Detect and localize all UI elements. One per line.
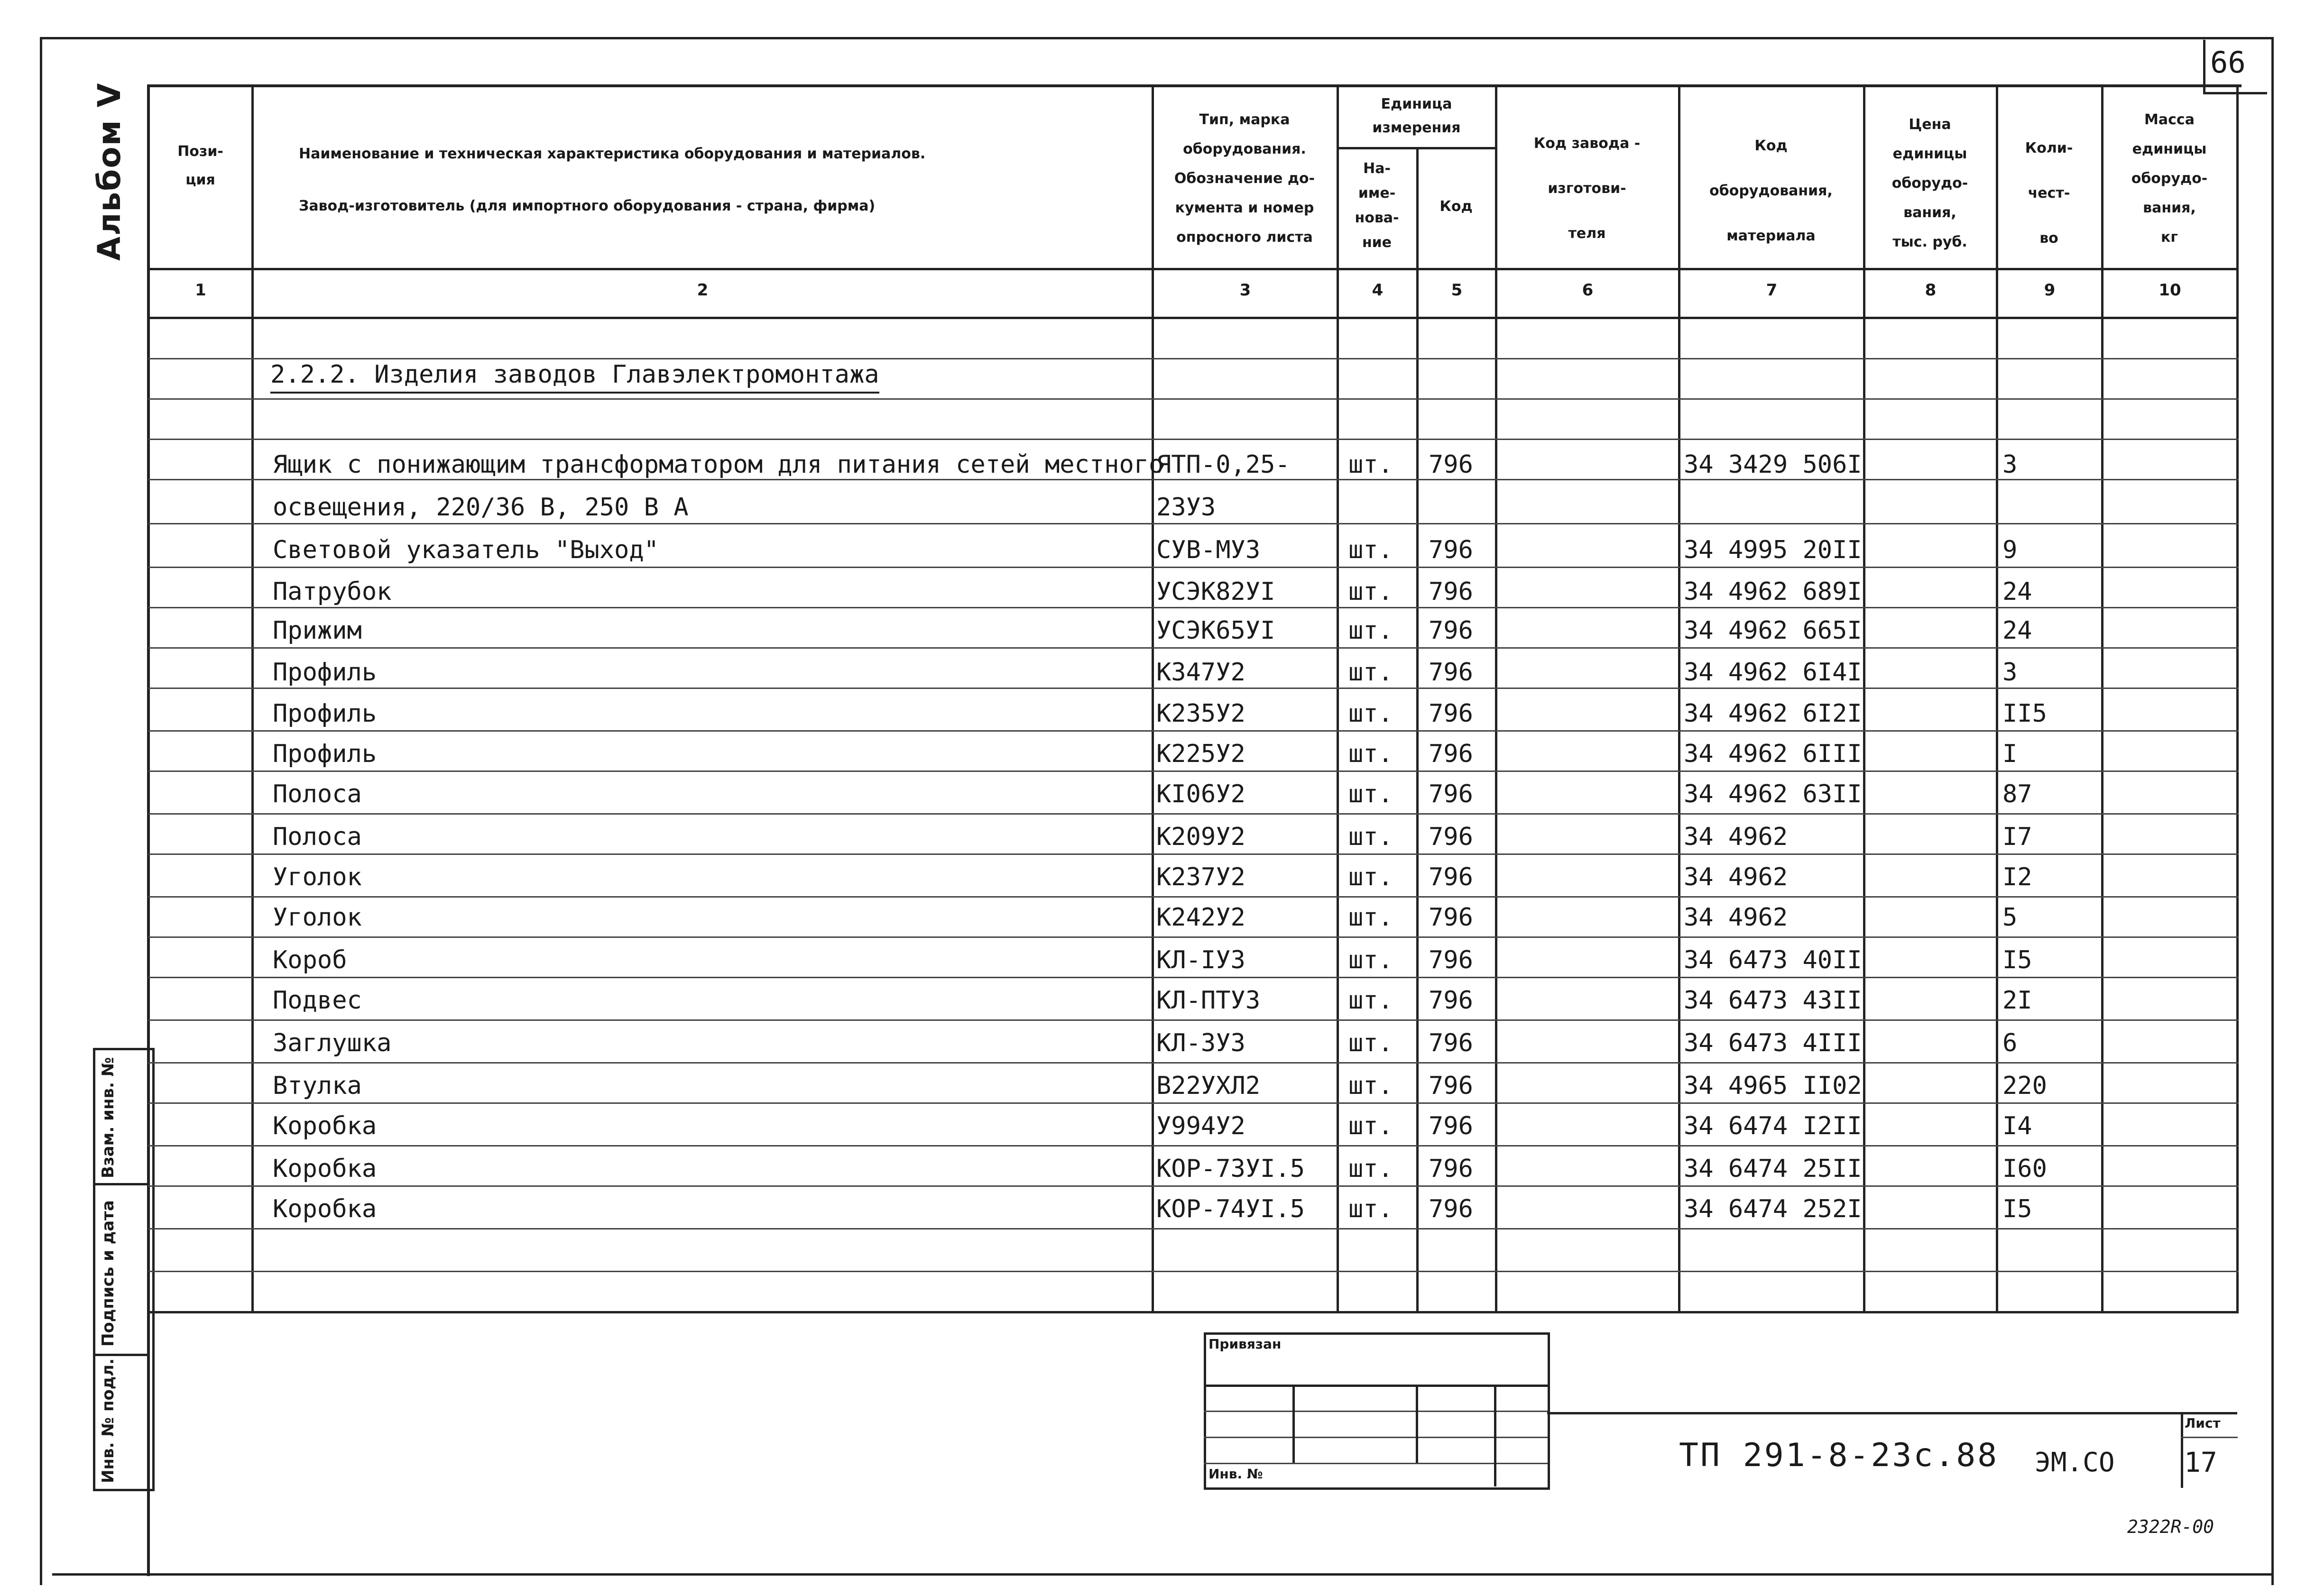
row-qty: I5 (2002, 946, 2032, 974)
row-type: В22УХЛ2 (1156, 1072, 1261, 1100)
row-unit: шт. (1348, 823, 1393, 851)
row-equip-code: 34 4995 20II (1684, 536, 1862, 564)
header-mass-line2: единицы (2132, 141, 2207, 157)
header-price-line5: тыс. руб. (1892, 234, 1967, 250)
header-maker-code (1497, 121, 1677, 256)
row-unit: шт. (1348, 578, 1393, 606)
row-line (148, 439, 2239, 440)
row-type: У994У2 (1156, 1112, 1245, 1140)
row-line (148, 1102, 2239, 1104)
stamp-col (1292, 1387, 1295, 1463)
row-type: К242У2 (1156, 903, 1245, 932)
row-unit: шт. (1348, 946, 1393, 974)
side-label-inv: Инв. № подл. (99, 1358, 118, 1483)
row-unit: шт. (1348, 903, 1393, 932)
col-num-1: 1 (195, 281, 206, 300)
document-code: ТП 291-8-23с.88 (1679, 1437, 1999, 1474)
sheet-label: Лист (2185, 1415, 2221, 1431)
row-code: 796 (1429, 1072, 1473, 1100)
row-line (148, 607, 2239, 608)
header-unit-name-line2: име- (1358, 185, 1396, 202)
row-equip-code: 34 4962 665I (1684, 616, 1862, 645)
col-line-4 (1416, 147, 1419, 1311)
row-name: Профиль (273, 740, 377, 768)
row-type: К209У2 (1156, 823, 1245, 851)
row-unit: шт. (1348, 536, 1393, 564)
row-name: Прижим (273, 616, 362, 645)
row-name: Коробка (273, 1112, 377, 1140)
row-type: К225У2 (1156, 740, 1245, 768)
header-mass-line4: вания, (2143, 200, 2196, 216)
header-type-line1: Тип, марка (1199, 111, 1290, 128)
header-type-line4: кумента и номер (1175, 200, 1314, 216)
bound-stamp-label: Привязан (1208, 1336, 1282, 1352)
row-unit: шт. (1348, 740, 1393, 768)
header-price-line2: единицы (1892, 146, 1967, 162)
row-name: Патрубок (273, 578, 392, 606)
row-name: освещения, 220/36 В, 250 В А (273, 493, 689, 522)
unit-header-divider (1337, 147, 1495, 149)
header-mass-line1: Масса (2144, 111, 2195, 128)
row-qty: I2 (2002, 863, 2032, 891)
header-name-line2: Завод-изготовитель (для импортного оборудования - страна, фирма) (299, 198, 876, 214)
row-qty: 3 (2002, 658, 2018, 687)
row-equip-code: 34 4962 6III (1684, 740, 1862, 768)
row-code: 796 (1429, 946, 1473, 974)
row-equip-code: 34 4962 6I4I (1684, 658, 1862, 687)
row-type: К235У2 (1156, 699, 1245, 728)
row-name: Подвес (273, 986, 362, 1015)
row-qty: 5 (2002, 903, 2018, 932)
row-name: Коробка (273, 1195, 377, 1223)
row-code: 796 (1429, 863, 1473, 891)
row-name: Профиль (273, 699, 377, 728)
album-label: Альбом V (91, 82, 128, 261)
header-unit-line1: Единица (1381, 96, 1452, 112)
side-label-replace: Взам. инв. № (99, 1057, 118, 1178)
row-name: Заглушка (273, 1029, 392, 1057)
header-position-line1: Пози- (177, 143, 223, 160)
row-qty: 87 (2002, 780, 2032, 808)
col-num-6: 6 (1582, 281, 1594, 300)
row-code: 796 (1429, 740, 1473, 768)
row-line (148, 730, 2239, 732)
col-num-10: 10 (2159, 281, 2181, 300)
row-equip-code: 34 4965 II02 (1684, 1072, 1862, 1100)
row-qty: 24 (2002, 578, 2032, 606)
row-type: УСЭК82УI (1156, 578, 1275, 606)
row-line (148, 1019, 2239, 1021)
row-line (148, 358, 2239, 359)
header-quantity-line3: во (2039, 230, 2058, 247)
row-unit: шт. (1348, 1155, 1393, 1183)
header-maker-code-line3: теля (1568, 225, 1606, 242)
row-type: КЛ-IУ3 (1156, 946, 1245, 974)
row-code: 796 (1429, 699, 1473, 728)
row-name: Профиль (273, 658, 377, 687)
header-price-line4: вания, (1903, 204, 1956, 221)
header-quantity-line1: Коли- (2025, 140, 2073, 156)
row-code: 796 (1429, 780, 1473, 808)
row-line (148, 1271, 2239, 1272)
row-code: 796 (1429, 986, 1473, 1015)
header-unit-group (1339, 92, 1494, 140)
header-position (152, 138, 249, 194)
header-name (266, 128, 1148, 232)
row-unit: шт. (1348, 658, 1393, 687)
row-line (148, 567, 2239, 568)
header-unit-code: Код (1439, 198, 1473, 215)
row-equip-code: 34 4962 (1684, 903, 1788, 932)
header-unit-name-line3: нова- (1355, 210, 1399, 226)
row-equip-code: 34 6473 40II (1684, 946, 1862, 974)
header-equip-code-line2: оборудования, (1709, 183, 1833, 199)
stamp-inv-label: Инв. № (1208, 1466, 1263, 1482)
row-line (148, 1185, 2239, 1187)
row-qty: 24 (2002, 616, 2032, 645)
row-equip-code: 34 4962 63II (1684, 780, 1862, 808)
row-qty: I4 (2002, 1112, 2032, 1140)
header-position-line2: ция (185, 172, 215, 188)
title-block-sheet-col (2181, 1412, 2183, 1488)
header-type-line2: оборудования. (1183, 141, 1306, 157)
row-line (148, 1228, 2239, 1229)
row-code: 796 (1429, 1029, 1473, 1057)
row-equip-code: 34 4962 689I (1684, 578, 1862, 606)
row-type: КОР-73УI.5 (1156, 1155, 1305, 1183)
row-line (148, 977, 2239, 978)
header-mass-line5: кг (2160, 229, 2178, 246)
header-type-line3: Обозначение до- (1174, 170, 1315, 187)
row-unit: шт. (1348, 1072, 1393, 1100)
row-qty: I5 (2002, 1195, 2032, 1223)
col-num-3: 3 (1239, 281, 1251, 300)
row-code: 796 (1429, 658, 1473, 687)
row-line (148, 479, 2239, 480)
row-line (148, 647, 2239, 649)
row-line (148, 936, 2239, 938)
row-type: К347У2 (1156, 658, 1245, 687)
row-name: Уголок (273, 903, 362, 932)
header-price-line1: Цена (1909, 116, 1951, 133)
row-qty: II5 (2002, 699, 2047, 728)
row-code: 796 (1429, 578, 1473, 606)
row-type: КЛ-ПТУ3 (1156, 986, 1261, 1015)
row-unit: шт. (1348, 986, 1393, 1015)
row-line (148, 1145, 2239, 1147)
table-body-bottom-line (148, 1311, 2239, 1313)
col-num-5: 5 (1451, 281, 1463, 300)
row-line (148, 770, 2239, 772)
sheet-number: 66 (2210, 45, 2246, 80)
header-maker-code-line1: Код завода - (1533, 135, 1641, 152)
row-equip-code: 34 4962 (1684, 823, 1788, 851)
row-equip-code: 34 6473 43II (1684, 986, 1862, 1015)
row-equip-code: 34 6473 4III (1684, 1029, 1862, 1057)
section-title: 2.2.2. Изделия заводов Главэлектромонтажа (270, 360, 879, 394)
title-block-sheet-divider (2181, 1437, 2238, 1438)
row-qty: 6 (2002, 1029, 2018, 1057)
row-qty: I60 (2002, 1155, 2047, 1183)
row-name: Втулка (273, 1072, 362, 1100)
column-numbers-bottom-line (148, 317, 2239, 319)
header-name-line1: Наименование и техническая характеристика оборудования и материалов. (299, 146, 926, 162)
document-mark: ЭМ.СО (2035, 1447, 2115, 1478)
row-unit: шт. (1348, 450, 1393, 479)
row-equip-code: 34 6474 25II (1684, 1155, 1862, 1183)
row-code: 796 (1429, 450, 1473, 479)
row-equip-code: 34 6474 252I (1684, 1195, 1862, 1223)
row-qty: I (2002, 740, 2018, 768)
row-unit: шт. (1348, 780, 1393, 808)
row-name: Полоса (273, 823, 362, 851)
row-line (148, 813, 2239, 815)
header-mass-line3: оборудо- (2131, 170, 2208, 187)
row-name: Коробка (273, 1155, 377, 1183)
header-price-line3: оборудо- (1891, 175, 1968, 192)
row-equip-code: 34 6474 I2II (1684, 1112, 1862, 1140)
header-unit-name-line1: На- (1363, 160, 1391, 177)
row-line (148, 1062, 2239, 1064)
col-num-8: 8 (1925, 281, 1937, 300)
col-num-4: 4 (1372, 281, 1384, 300)
header-equip-code-line3: материала (1726, 228, 1816, 244)
header-unit-line2: измерения (1372, 119, 1461, 136)
row-equip-code: 34 3429 506I (1684, 450, 1862, 479)
row-type: К237У2 (1156, 863, 1245, 891)
row-type: КОР-74УI.5 (1156, 1195, 1305, 1223)
row-qty: I7 (2002, 823, 2032, 851)
col-num-7: 7 (1766, 281, 1778, 300)
row-code: 796 (1429, 1155, 1473, 1183)
row-name: Уголок (273, 863, 362, 891)
row-code: 796 (1429, 616, 1473, 645)
row-qty: 2I (2002, 986, 2032, 1015)
row-equip-code: 34 4962 (1684, 863, 1788, 891)
row-line (148, 853, 2239, 855)
header-equip-code-line1: Код (1754, 138, 1788, 154)
row-type: КЛ-3У3 (1156, 1029, 1245, 1057)
row-type: ЯТП-0,25- (1156, 450, 1290, 479)
header-maker-code-line2: изготови- (1548, 180, 1626, 197)
row-unit: шт. (1348, 616, 1393, 645)
row-type: КI06У2 (1156, 780, 1245, 808)
row-qty: 3 (2002, 450, 2018, 479)
row-name: Полоса (273, 780, 362, 808)
row-line (148, 896, 2239, 898)
row-unit: шт. (1348, 1112, 1393, 1140)
stamp-col (1416, 1387, 1418, 1463)
header-bottom-line (148, 268, 2239, 270)
row-type: УСЭК65УI (1156, 616, 1275, 645)
side-label-sign: Подпись и дата (99, 1200, 118, 1347)
row-type: 23У3 (1156, 493, 1216, 522)
row-code: 796 (1429, 1195, 1473, 1223)
row-code: 796 (1429, 823, 1473, 851)
header-type-line5: опросного листа (1176, 229, 1313, 246)
header-type (1154, 105, 1335, 252)
row-code: 796 (1429, 1112, 1473, 1140)
col-num-9: 9 (2044, 281, 2056, 300)
header-unit-name-line4: ние (1362, 234, 1392, 251)
row-code: 796 (1429, 903, 1473, 932)
row-code: 796 (1429, 536, 1473, 564)
row-name: Ящик с понижающим трансформатором для питания сетей местного (273, 450, 1164, 479)
header-mass (2103, 105, 2235, 252)
header-quantity-line2: чест- (2028, 185, 2070, 202)
row-qty: 9 (2002, 536, 2018, 564)
archive-number: 2322R-00 (2127, 1516, 2214, 1537)
sheet-value: 17 (2184, 1446, 2217, 1478)
row-name: Короб (273, 946, 347, 974)
title-block-top-line (1547, 1412, 2237, 1414)
row-unit: шт. (1348, 699, 1393, 728)
row-unit: шт. (1348, 1029, 1393, 1057)
row-unit: шт. (1348, 1195, 1393, 1223)
col-num-2: 2 (697, 281, 709, 300)
row-qty: 220 (2002, 1072, 2047, 1100)
header-equip-code (1680, 123, 1862, 258)
header-quantity (1998, 126, 2100, 261)
row-type: СУВ-МУ3 (1156, 536, 1261, 564)
row-line (148, 523, 2239, 524)
row-unit: шт. (1348, 863, 1393, 891)
header-price (1865, 110, 1994, 257)
stamp-col (1494, 1387, 1496, 1486)
row-name: Световой указатель "Выход" (273, 536, 659, 564)
row-line (148, 688, 2239, 689)
row-line (148, 398, 2239, 400)
header-unit-name (1338, 156, 1415, 255)
row-equip-code: 34 4962 6I2I (1684, 699, 1862, 728)
